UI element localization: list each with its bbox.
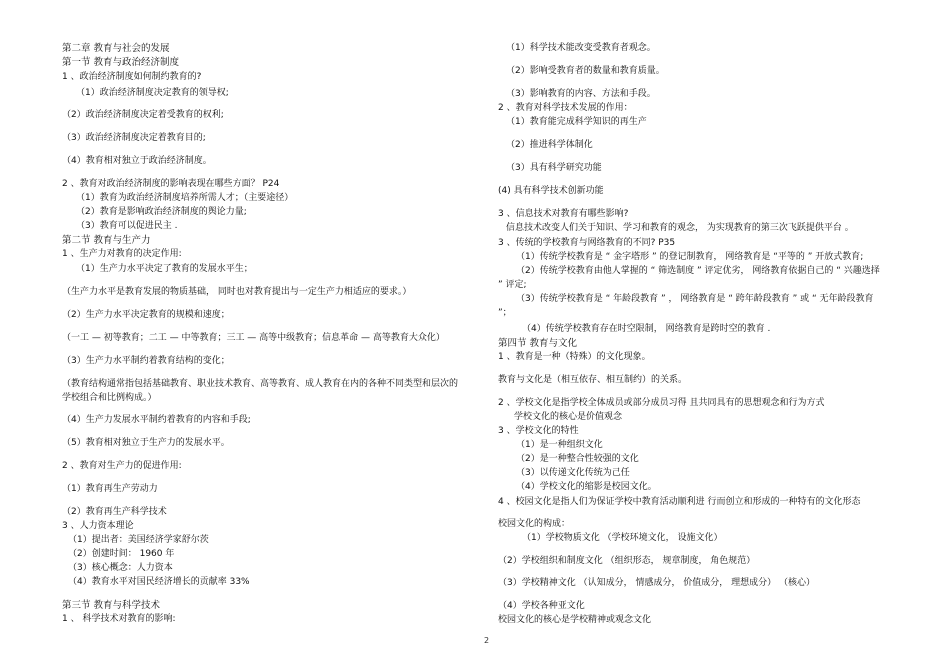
text-line: （4）教育水平对国民经济增长的贡献率 33% [68,577,250,587]
text-line: (4) 具有科学技术创新功能 [498,186,604,196]
text-line: （一工 — 初等教育；二工 — 中等教育；三工 — 高等中级教育；信息革命 — 高等教育大众化） [62,333,445,343]
text-line: （2）创建时间： 1960 年 [68,549,175,559]
text-line: （2）影响受教育者的数量和教育质量。 [506,66,665,76]
text-line: （4）学校文化的缩影是校园文化。 [516,482,657,492]
text-line: （3）传统学校教育是 “ 年龄段教育 ” ， 网络教育是 “ 跨年龄段教育 ” 或 “ 无年龄段教育 [516,294,874,304]
text-line: （教育结构通常指包括基础教育、职业技术教育、高等教育、成人教育在内的各种不同类型和层次的 [62,379,459,389]
text-line: （3）核心概念：人力资本 [68,563,173,573]
text-line: （3）具有科学研究功能 [506,163,602,173]
question-line: 3 、学校文化的特性 [498,426,579,436]
text-line: （4）传统学校教育存在时空限制， 网络教育是跨时空的教育 . [522,324,771,334]
text-line: （4）学校各种亚文化 [498,601,585,611]
text-line: （1）科学技术能改变受教育者观念。 [506,43,656,53]
question-line: 2 、教育对生产力的促进作用: [62,461,182,471]
text-line: （2）是一种整合性较强的文化 [516,454,639,464]
text-line: （5）教育相对独立于生产力的发展水平。 [62,438,230,448]
text-line: 1 、教育是一种（特殊）的文化现象。 [498,352,651,362]
text-line: （1）学校物质文化 （学校环境文化， 设施文化） [522,533,723,543]
text-line: 学校组合和比例构成。） [62,393,157,403]
section-heading: 第四节 教育与文化 [498,338,578,349]
text-line: （1）教育为政治经济制度培养所需人才；（主要途径） [76,193,294,203]
text-line: （1）教育再生产劳动力 [62,484,158,494]
text-line: （1）是一种组织文化 [516,440,603,450]
text-line: （2）生产力水平决定教育的规模和速度； [62,310,230,320]
chapter-heading: 第二章 教育与社会的发展 [62,43,170,54]
text-line: （3）教育可以促进民主 . [76,221,178,231]
text-line: 校园文化的核心是学校精神或观念文化 [498,615,652,625]
page-number: 2 [484,636,490,645]
text-line: 2 、学校文化是指学校全体成员或部分成员习得 且共同具有的思想观念和行为方式 [498,398,825,408]
text-line: （1）政治经济制度决定教育的领导权; [76,88,229,98]
text-line: （1）教育能完成科学知识的再生产 [506,117,647,127]
text-line: （4）教育相对独立于政治经济制度。 [62,156,212,166]
text-line: （2）教育是影响政治经济制度的舆论力量; [76,207,247,217]
question-line: 1 、 科学技术对教育的影响: [62,614,176,624]
section-heading: 第二节 教育与生产力 [62,235,151,246]
text-line: ” 评定; [498,280,527,290]
text-line: 信息技术改变人们关于知识、学习和教育的观念， 为实现教育的第三次飞跃提供平台 。 [506,223,854,233]
text-line: （4）生产力发展水平制约着教育的内容和手段; [62,415,251,425]
text-line: （3）生产力水平制约着教育结构的变化； [62,356,230,366]
text-line: （3）以传递文化传统为己任 [516,468,630,478]
question-line: 2 、教育对政治经济制度的影响表现在哪些方面？ P24 [62,179,280,189]
text-line: （2）政治经济制度决定着受教育的权利; [62,110,224,120]
text-line: （3）政治经济制度决定着教育目的; [62,133,206,143]
text-line: （1）生产力水平决定了教育的发展水平生； [76,264,253,274]
question-line: 1 、生产力对教育的决定作用: [62,249,182,259]
text-line: 教育与文化是（相互依存、相互制约）的关系。 [498,375,688,385]
text-line: （3）学校精神文化 （认知成分， 情感成分， 价值成分， 理想成分） （核心） [498,578,816,588]
text-line: 4 、校园文化是指人们为保证学校中教育活动顺利进 行而创立和形成的一种特有的文化形态 [498,497,861,507]
text-line: （2）传统学校教育由他人掌握的 “ 筛选制度 ” 评定优劣， 网络教育依据自己的 “ 兴趣选择 [516,266,880,276]
question-line: 3 、传统的学校教育与网络教育的不同? P35 [498,238,676,248]
text-line: （2）教育再生产科学技术 [62,507,167,517]
text-line: 学校文化的核心是价值观念 [514,412,623,422]
text-line: （生产力水平是教育发展的物质基础， 同时也对教育提出与一定生产力相适应的要求。） [62,287,412,297]
section-heading: 第三节 教育与科学技术 [62,600,161,611]
text-line: （3）影响教育的内容、方法和手段。 [506,89,656,99]
question-line: 2 、教育对科学技术发展的作用： [498,103,633,113]
section-heading: 第一节 教育与政治经济制度 [62,57,180,68]
text-line: 校园文化的构成： [498,519,571,529]
question-line: 3 、信息技术对教育有哪些影响? [498,209,629,219]
text-line: （1）提出者：美国经济学家舒尔茨 [68,535,209,545]
text-line: （2）推进科学体制化 [506,140,593,150]
question-line: 1 、政治经济制度如何制约教育的? [62,72,202,82]
text-line: （2）学校组织和制度文化 （组织形态， 规章制度， 角色规范） [498,556,756,566]
question-line: 3 、人力资本理论 [62,521,134,531]
text-line: ”； [498,308,512,318]
text-line: （1）传统学校教育是 “ 金字塔形 ” 的登记制教育， 网络教育是 “平等的 ” 开放式教育; [516,252,864,262]
